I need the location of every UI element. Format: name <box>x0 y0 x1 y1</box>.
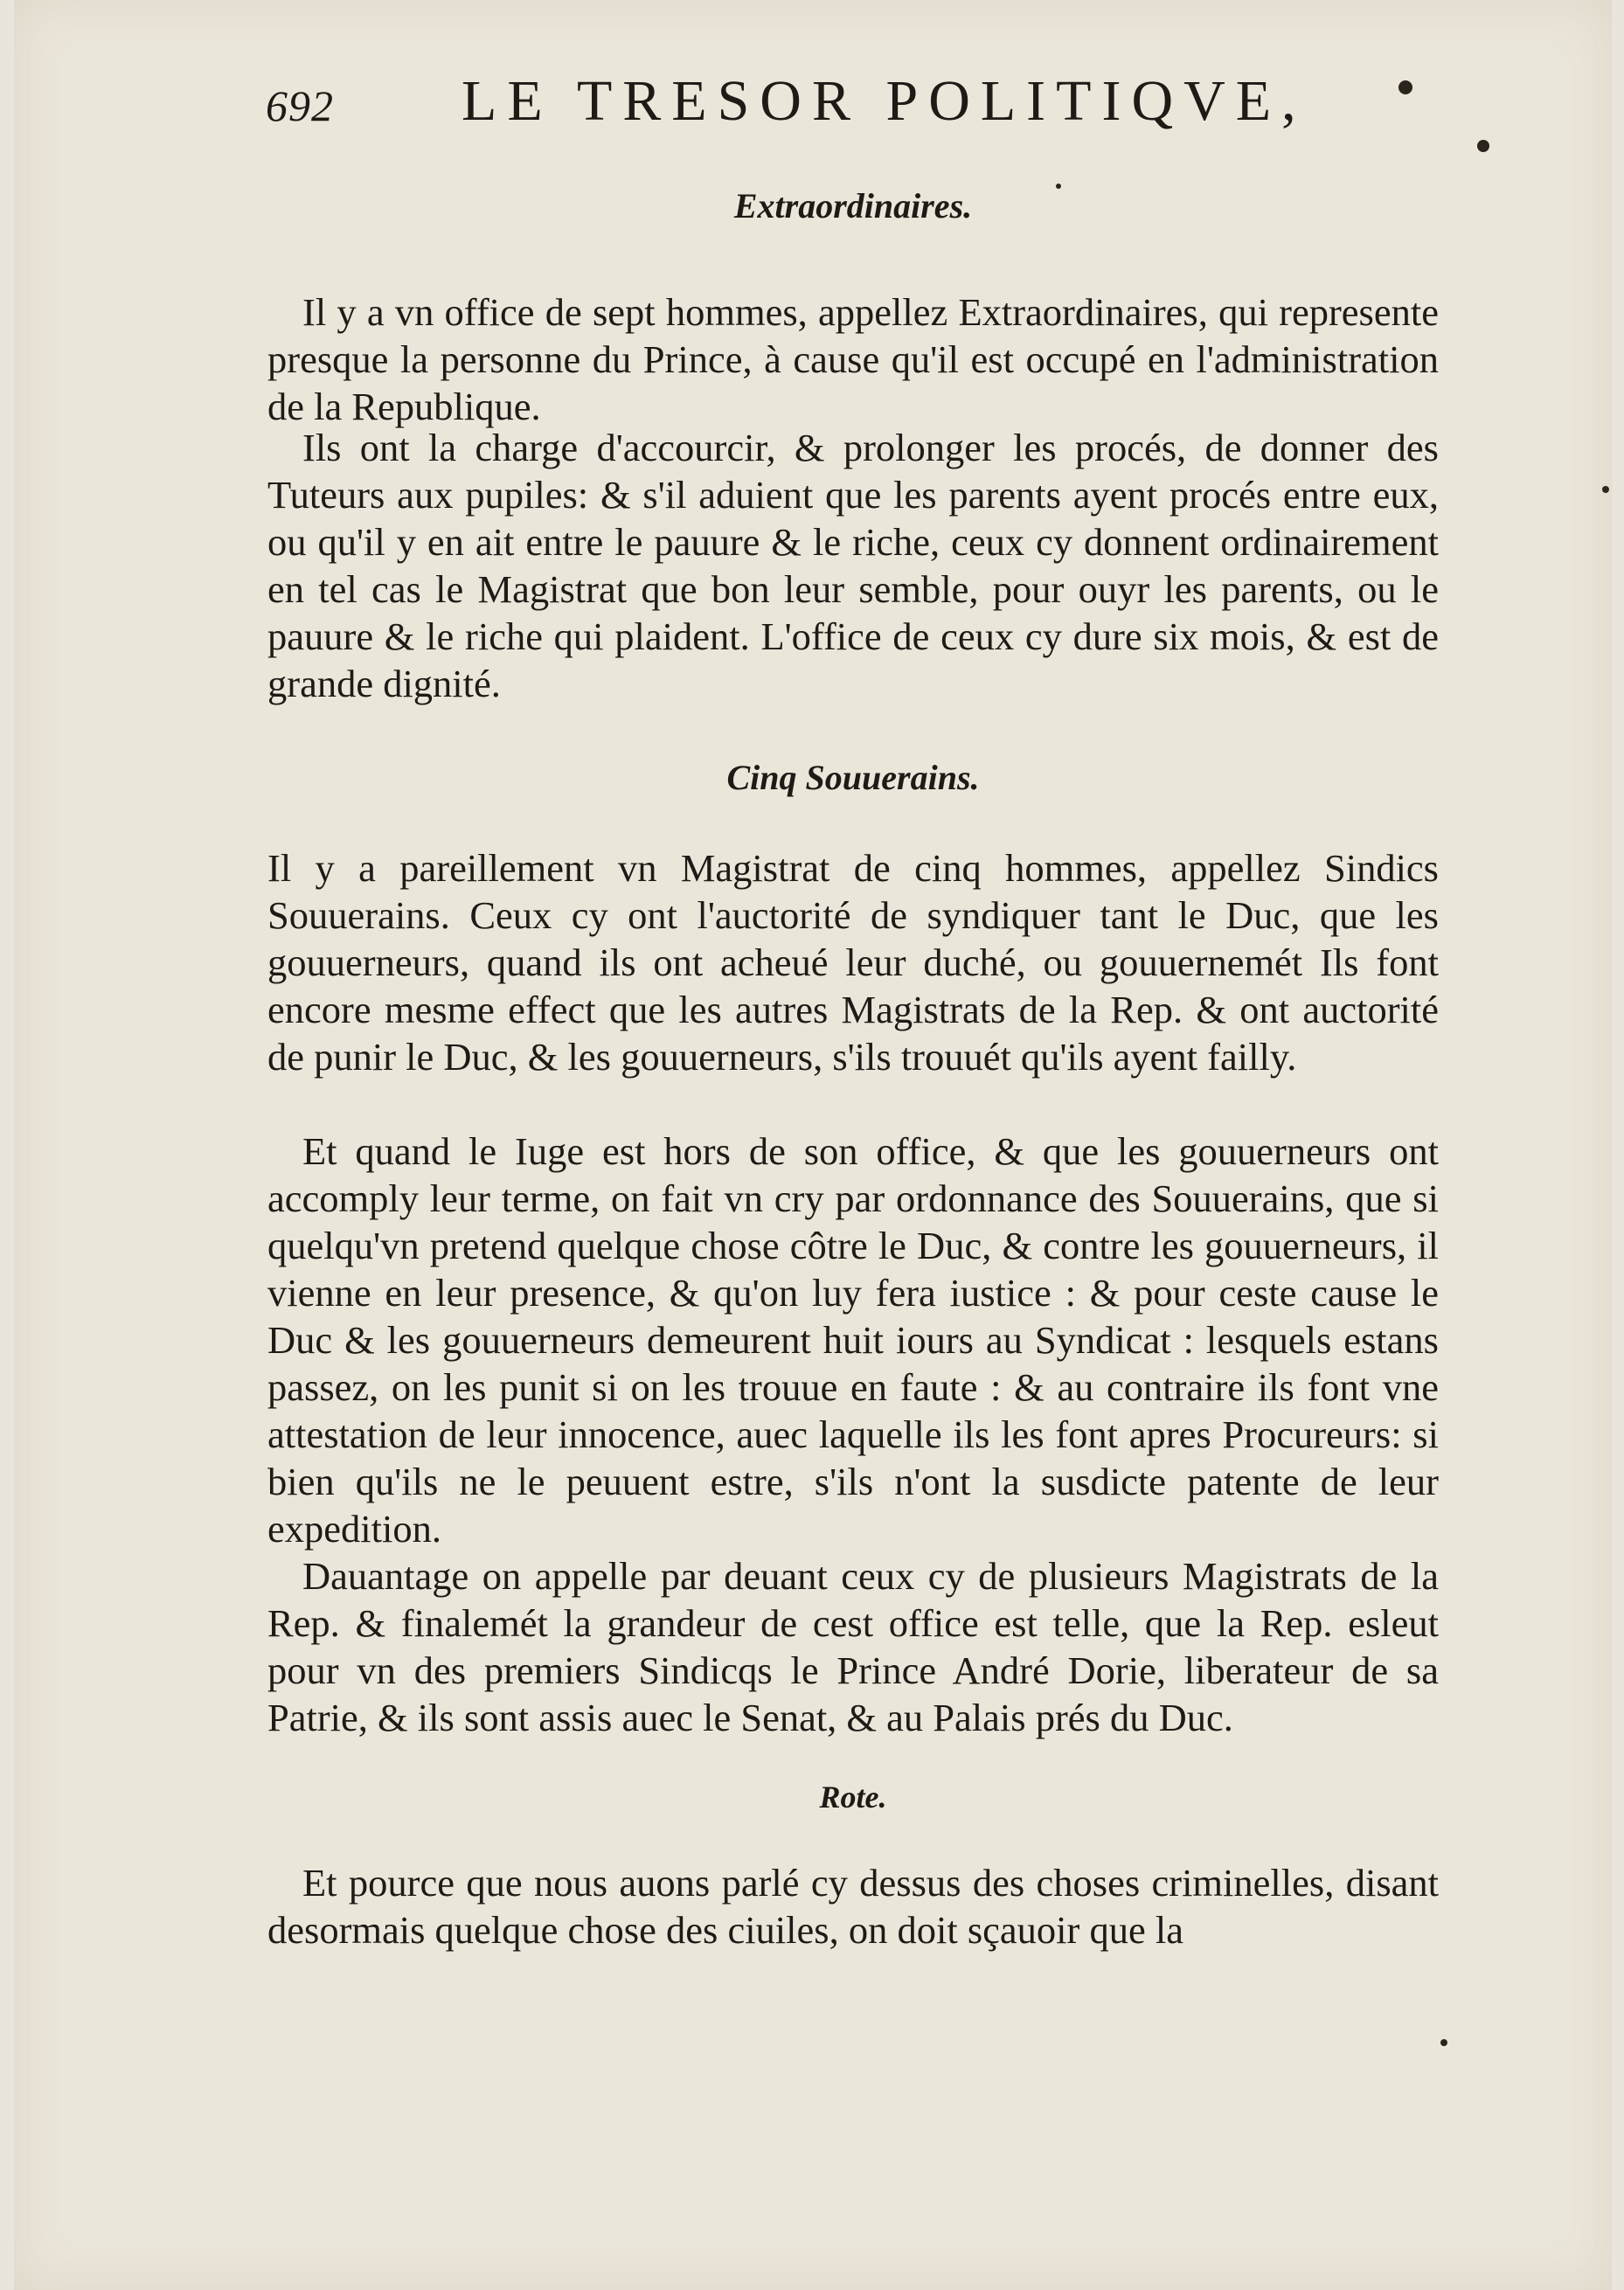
paragraph-souuerains-3 <box>267 1552 1439 1741</box>
paragraph-text: Et pource que nous auons parlé cy dessus des choses criminelles, disant desormais quelque chose des ciuiles, on doit sçauoir que la <box>267 1861 1439 1952</box>
ink-spot <box>1440 2039 1447 2046</box>
paragraph-text: Il y a pareillement vn Magistrat de cinq hommes, appellez Sindics Souuerains. Ceux cy ont l'auctorité de syndiquer tant le Duc, que les gouuerneurs, quand ils ont acheué leur duché, ou gouuernemét Ils font encore mesme effect que les autres Magistrats de la Rep. & ont auctorité de punir le Duc, & les gouuerneurs, s'ils trouuét qu'ils ayent failly. <box>267 846 1439 1079</box>
paragraph-text: Dauantage on appelle par deuant ceux cy de plusieurs Magistrats de la Rep. & finalemét la grandeur de cest office est telle, que la Rep. esleut pour vn des premiers Sindicqs le Prince André Dorie, liberateur de sa Patrie, & ils sont assis auec le Senat, & au Palais prés du Duc. <box>267 1554 1439 1739</box>
paragraph-text: Et quand le Iuge est hors de son office, & que les gouuerneurs ont accomply leur terme, on fait vn cry par ordonnance des Souuerains, que si quelqu'vn pretend quelque chose côtre le Duc, & contre les gouuerneurs, il vienne en leur presence, & qu'on luy fera iustice : & pour ceste cause le Duc & les gouuerneurs demeurent huit iours au Syndicat : lesquels estans passez, on les punit si on les trouue en faute : & au contraire ils font vne attestation de leur innocence, auec laquelle ils les font apres Procureurs: si bien qu'ils ne le peuuent estre, s'ils n'ont la susdicte patente de leur expedition. <box>267 1129 1439 1551</box>
running-title: LE TRESOR POLITIQVE, <box>462 69 1307 133</box>
page-header <box>267 68 1439 138</box>
section-heading-extraordinaires: Extraordinaires. <box>733 186 973 226</box>
ink-spot <box>1398 80 1412 94</box>
paragraph-text: Ils ont la charge d'accourcir, & prolonger les procés, de donner des Tuteurs aux pupiles: & s'il aduient que les parents ayent procés entre eux, ou qu'il y en ait entre le pauure & le riche, ceux cy donnent ordinairement en tel cas le Magistrat que bon leur semble, pour ouyr les parents, ou le pauure & le riche qui plaident. L'office de ceux cy dure six mois, & est de grande dignité. <box>267 426 1439 705</box>
paragraph-extraordinaires-2 <box>267 424 1439 707</box>
book-page <box>14 0 1612 2290</box>
paragraph-text: Il y a vn office de sept hommes, appellez Extraordinaires, qui represente presque la personne du Prince, à cause qu'il est occupé en l'administration de la Republique. <box>267 290 1439 428</box>
page-number: 692 <box>266 81 334 130</box>
paragraph-extraordinaires-1 <box>267 288 1439 430</box>
paragraph-rote-1 <box>267 1859 1439 1953</box>
ink-spot <box>1477 140 1489 152</box>
paragraph-souuerains-2 <box>267 1128 1439 1552</box>
paragraph-souuerains-1 <box>267 844 1439 1080</box>
ink-spot <box>1602 486 1609 493</box>
section-heading-cinq-souuerains: Cinq Souuerains. <box>726 758 980 797</box>
ink-spot <box>1056 184 1061 189</box>
section-heading-rote: Rote. <box>819 1780 887 1815</box>
